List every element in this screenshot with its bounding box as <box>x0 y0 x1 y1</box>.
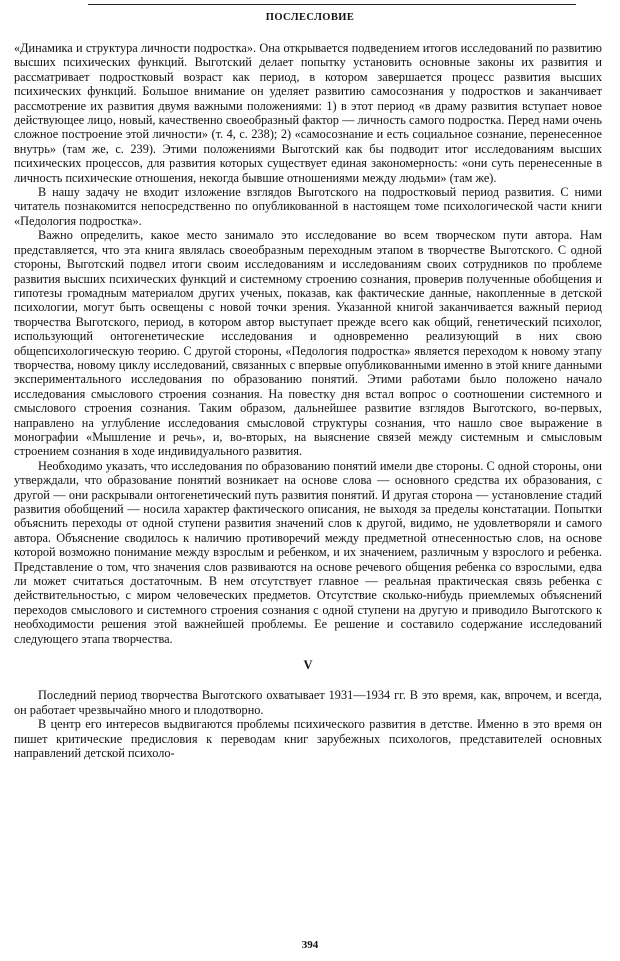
paragraph: «Динамика и структура личности подростка». Она открывается подведением итогов исследований по развитию высших психических функций. Выготский делает попытку установить основные законы их развития и рассматривает подростковый возраст как период, в котором завершается процесс развития высших психических функций. Большое внимание он уделяет развитию самосознания у подростков и заканчивает рассмотрение их развития двумя важными положениями: 1) в этот период «в драму развития вступает новое действующее лицо, новый, качественно своеобразный фактор — личность самого подростка. Перед нами очень сложное построение этой личности» (т. 4, с. 238); 2) «самосознание и есть социальное сознание, перенесенное внутрь» (там же, с. 239). Этими положениями Выготский как бы подводит итог исследованиям высших психических процессов, для развития которых существует единая закономерность: «они суть перенесенные в личность психические отношения, некогда бывшие отношениями между людьми» (там же). <box>14 41 602 185</box>
paragraph: Важно определить, какое место занимало это исследование во всем творческом пути автора. Нам представляется, что эта книга являлась своеобразным переходным этапом в творчестве Выготского. С одной стороны, Выготский подвел итоги своим исследованиям и исследованиям своих сотрудников по проблеме развития высших психических функций и системному строению сознания, проверив полученные обобщения и гипотезы громадным материалом других ученых, показав, как фактические данные, накопленные в детской психологии, могут быть освещены с новой точки зрения. Указанной книгой заканчивается важный период творчества Выготского, период, в котором автор выступает прежде всего как общий, генетический психолог, использующий онтогенетические исследования и одновременно реализующий в них свою общепсихологическую теорию. С другой стороны, «Педология подростка» является переходом к новому этапу творчества, новому циклу исследований, связанных с впервые опубликованными именно в этой книге данными экспериментального исследования по образованию понятий. Этими работами было положено начало исследования смыслового строения сознания. На повестку дня встал вопрос о соотношении системного и смыслового строения сознания. Таким образом, дальнейшее развитие взглядов Выготского, во-первых, направлено на углубление исследования смысловой структуры сознания, что нашло свое выражение в монографии «Мышление и речь», и, во-вторых, на выяснение связей между системным и смысловым строением сознания в ходе индивидуального развития. <box>14 228 602 459</box>
section-heading: V <box>303 658 313 673</box>
body-text <box>14 41 602 761</box>
paragraph: В центр его интересов выдвигаются проблемы психического развития в детстве. Именно в это время он пишет критические предисловия к переводам книг зарубежных психологов, представителей основных направлений детской психоло- <box>14 717 602 761</box>
page-number: 394 <box>301 939 319 951</box>
paragraph: Необходимо указать, что исследования по образованию понятий имели две стороны. С одной стороны, они утверждали, что образование понятий возникает на основе слова — основного средства их образования, с другой — они раскрывали онтогенетический путь развития понятий. И другая сторона — установление стадий развития обобщений — носила характер фактического описания, не выходя за пределы констатации. Попытки объяснить переходы от одной ступени развития значений слов к другой, видимо, не удовлетворяли и самого автора. Объяснение сводилось к наличию противоречий между предметной отнесенностью слов, на основе которой возможно понимание между взрослым и ребенком, и их значением, различным у взрослого и ребенка. Представление о том, что значения слов развиваются на основе речевого общения ребенка со взрослыми, едва ли может считаться достаточным. В нем отсутствует главное — реальная практическая связь ребенка с действительностью, с миром человеческих предметов. Отсутствие сколько-нибудь приемлемых объяснений переходов смыслового и системного строения сознания с одной ступени на другую и приводило Выготского к необходимости решения этой важнейшей проблемы. Ее решение и составило содержание исследований следующего этапа творчества. <box>14 458 602 646</box>
paragraph: Последний период творчества Выготского охватывает 1931—1934 гг. В это время, как, впрочем, и всегда, он работает чрезвычайно много и плодотворно. <box>14 688 602 717</box>
paragraph: В нашу задачу не входит изложение взглядов Выготского на подростковый период развития. С ними читатель познакомится непосредственно по опубликованной в настоящем томе психологической части книги «Педология подростка». <box>14 185 602 228</box>
top-rule <box>88 4 576 5</box>
running-head: ПОСЛЕСЛОВИЕ <box>265 12 355 23</box>
